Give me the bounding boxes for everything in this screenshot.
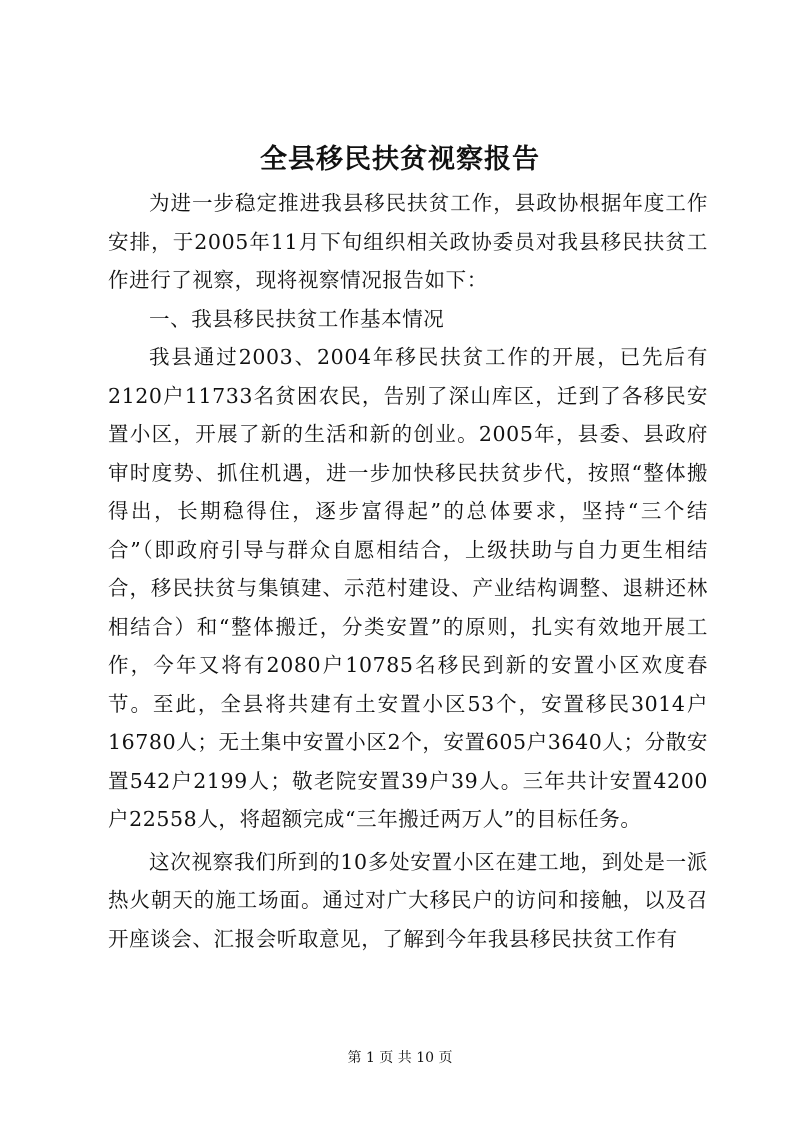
body-paragraph: 这次视察我们所到的10多处安置小区在建工地，到处是一派热火朝天的施工场面。通过对广大移民户的访问和接触，以及召开座谈会、汇报会听取意见，了解到今年我县移民扶贫工作有	[108, 849, 708, 951]
section-heading: 一、我县移民扶贫工作基本情况	[149, 306, 445, 331]
body-paragraph: 我县通过2003、2004年移民扶贫工作的开展，已先后有2120户11733名贫困农民，告别了深山库区，迁到了各移民安置小区，开展了新的生活和新的创业。2005年，县委、县政府审时度势、抓住机遇，进一步加快移民扶贫步代，按照“整体搬得出，长期稳得住，逐步富得起”的总体要求，坚持“三个结合”（即政府引导与群众自愿相结合，上级扶助与自力更生相结合，移民扶贫与集镇建、示范村建设、产业结构调整、退耕还林相结合）和“整体搬迁，分类安置”的原则，扎实有效地开展工作，今年又将有2080户10785名移民到新的安置小区欢度春节。至此，全县将共建有土安置小区53个，安置移民3014户16780人；无土集中安置小区2个，安置605户3640人；分散安置542户2199人；敬老院安置39户39人。三年共计安置4200户22558人，将超额完成“三年搬迁两万人”的目标任务。	[108, 345, 708, 831]
document-body	[108, 184, 708, 958]
document-title: 全县移民扶贫视察报告	[260, 144, 540, 175]
page-footer: 第 1 页 共 10 页	[347, 1050, 453, 1066]
intro-paragraph: 为进一步稳定推进我县移民扶贫工作，县政协根据年度工作安排，于2005年11月下旬组织相关政协委员对我县移民扶贫工作进行了视察，现将视察情况报告如下：	[108, 191, 708, 292]
